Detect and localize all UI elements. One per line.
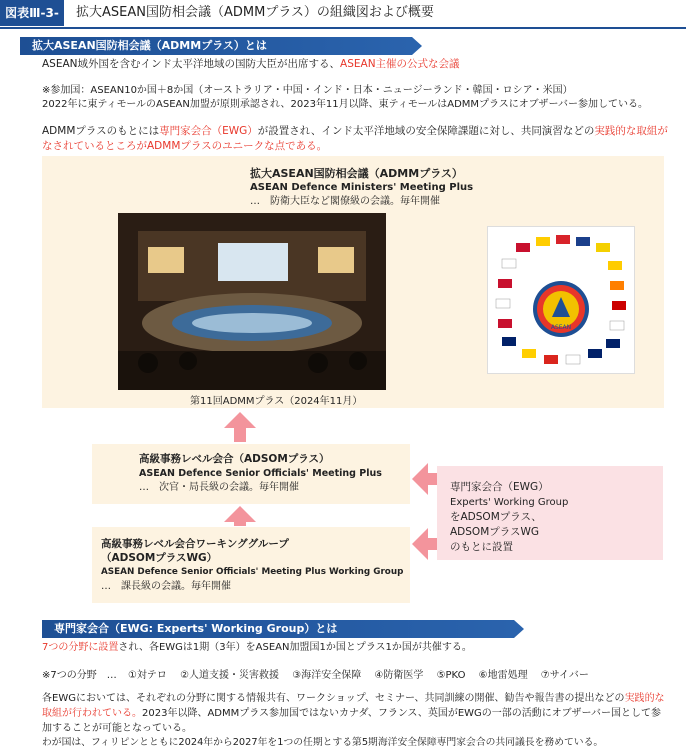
arrow-left-icon-2 [412,528,428,560]
para-text-c: が設置され、インド太平洋地域の安全保障課題に対し、共同演習などの [257,125,595,137]
section2-highlight-practice: 実践 [624,693,645,704]
section1-para-line1 [42,124,668,139]
ewg-line3: をADSOMプラス、 [450,511,542,523]
flags-panel [487,226,635,374]
section2-line1 [42,640,472,655]
section1-timor-note: 2022年に東ティモールのASEAN加盟が原則承認され、2023年11月以降、東ティモールはADMMプラスにオブザーバー参加している。 [42,99,648,110]
asean-flags-illustration [488,227,634,373]
fields-label: ※7つの分野 … [42,670,117,681]
field-item: ⑥地雷処理 [478,670,528,681]
section2-paragraph [42,691,668,736]
para-highlight-ewg: 専門家会合（EWG） [159,125,258,137]
header-rule [0,27,686,29]
adsom-title-en: ASEAN Defence Senior Officials' Meeting Plus [139,468,382,479]
ewg-line1: 専門家会合（EWG） [450,481,549,493]
adsom-desc: … 次官・局長級の会議。毎年開催 [139,482,299,493]
section1-para-line2: なされているところがADMMプラスのユニークな点である。 [42,140,328,152]
section1-line1-text: ASEAN域外国を含むインド太平洋地域の国防大臣が出席する、 [42,58,341,70]
para-highlight-practical: 実践的な取組が [594,125,668,137]
figure-title: 拡大ASEAN国防相会議（ADMMプラス）の組織図および概要 [76,5,434,20]
field-item: ①対テロ [127,670,167,681]
field-item: ⑤PKO [436,670,466,681]
section1-heading: 拡大ASEAN国防相会議（ADMMプラス）とは [20,37,412,55]
section2-para-text-d: 2023年以降、ADMMプラス参加国ではないカナダ、フランス、英国がEWGの一部の活動にオブザーバー [142,708,612,719]
section2-para-text-e: 国として参加することが可能となっている。 [42,708,662,734]
arrow-up-stem [234,428,246,442]
meeting-photo [118,213,386,390]
arrow-up-stem-2 [234,522,246,526]
section2-japan-role: わが国は、フィリピンとともに2024年から2027年を1つの任期とする第5期海洋安全保障専門家会合の共同議長を務めている。 [42,737,604,748]
ewg-line2: Experts' Working Group [450,497,569,508]
section2-fields [42,668,589,683]
field-item: ④防衛医学 [374,670,424,681]
section2-para-text-a: 各EWGにおいては、それぞれの分野に関する情報共有、ワークショップ、セミナー、共同訓練の開催、勧告や報告書の提出などの [42,693,625,704]
meeting-photo-illustration [118,213,386,390]
field-item: ③海洋安全保障 [292,670,362,681]
photo-caption: 第11回ADMMプラス（2024年11月） [190,396,363,407]
section2-highlight-initiative: 的な取組が行われている。 [42,693,665,719]
section2-heading: 専門家会合（EWG: Experts' Working Group）とは [42,620,514,638]
admm-title-en: ASEAN Defence Ministers' Meeting Plus [250,182,474,193]
adsomwg-title-en: ASEAN Defence Senior Officials' Meeting Plus Working Group [101,567,404,577]
para-text-a: ADMMプラスのもとには [42,125,160,137]
section2-highlight-seven: 7つの分野に設置 [42,642,119,653]
asean-emblem-label: ASEAN [550,324,572,331]
arrow-left-icon [412,463,428,495]
field-item: ⑦サイバー [540,670,589,681]
ewg-line4: ADSOMプラスWG [450,526,539,538]
section2-line1-text: され、各EWGは1期（3年）をASEAN加盟国1か国とプラス1か国が共催する。 [118,642,472,653]
adsomwg-title-jp1: 高級事務レベル会合ワーキンググループ [101,538,289,550]
section1-line1-highlight: ASEAN主催の公式な会議 [340,58,460,70]
section1-line1 [42,57,460,72]
adsomwg-desc: … 課長級の会議。毎年開催 [101,581,231,592]
adsomwg-title-jp2: （ADSOMプラスWG） [101,552,218,564]
field-item: ②人道支援・災害救援 [180,670,280,681]
admm-title-jp: 拡大ASEAN国防相会議（ADMMプラス） [250,167,463,180]
adsom-title-jp: 高級事務レベル会合（ADSOMプラス） [139,453,330,465]
arrow-up-icon [224,412,256,428]
figure-tag: 図表Ⅲ-3- [0,0,64,26]
arrow-up-icon-2 [224,506,256,522]
section1-participants: ※参加国：ASEAN10か国＋8か国（オーストラリア・中国・インド・日本・ニュージーランド・韓国・ロシア・米国） [42,85,573,96]
ewg-line5: のもとに設置 [450,541,513,553]
admm-desc: … 防衛大臣など閣僚級の会議。毎年開催 [250,196,440,207]
